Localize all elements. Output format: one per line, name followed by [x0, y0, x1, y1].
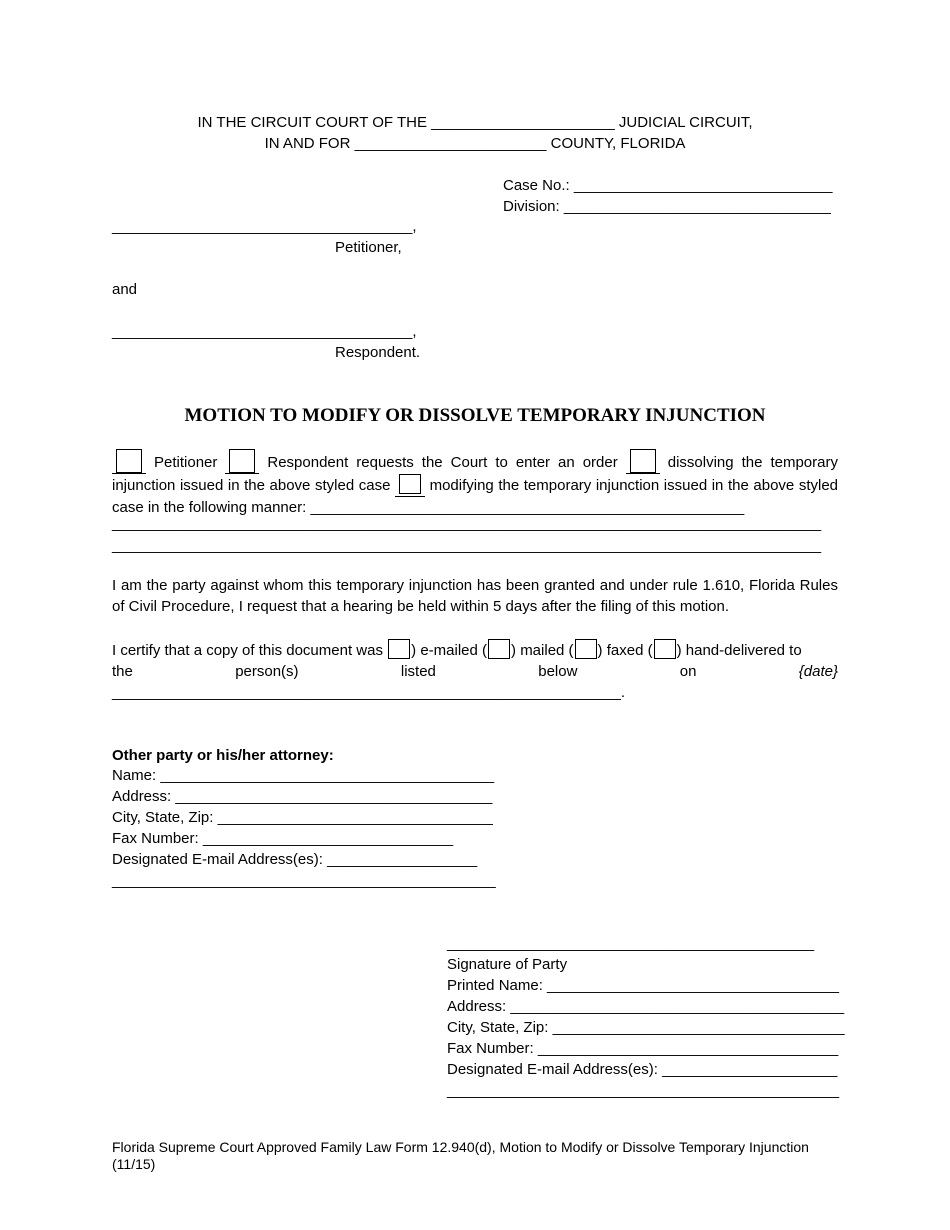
- certify-word-the: the: [112, 663, 133, 680]
- form-footer: Florida Supreme Court Approved Family Law Form 12.940(d), Motion to Modify or Dissolve Temporary Injunction (11/15): [112, 1139, 809, 1172]
- other-party-name-label: Name:: [112, 767, 157, 784]
- signature-field[interactable]: ____________________________________________: [447, 935, 815, 952]
- hand-delivered-checkbox[interactable]: [654, 639, 676, 659]
- hand-delivered-label: hand-delivered to: [685, 642, 802, 659]
- case-number-row: [503, 177, 833, 195]
- page-title: MOTION TO MODIFY OR DISSOLVE TEMPORARY INJUNCTION: [184, 405, 766, 426]
- party-city-row: [447, 1019, 845, 1037]
- other-party-fax-field[interactable]: ______________________________: [202, 830, 454, 847]
- and-label: and: [112, 281, 138, 298]
- emailed-checkbox[interactable]: [388, 639, 410, 659]
- county-prefix-label: IN AND FOR: [264, 135, 351, 152]
- judicial-circuit-field[interactable]: ______________________: [431, 114, 615, 131]
- other-party-fax-label: Fax Number:: [112, 830, 199, 847]
- court-header-line-1: [0, 114, 950, 132]
- respondent-label: Respondent.: [335, 344, 421, 361]
- respondent-checkbox-wrap: [225, 449, 259, 474]
- court-label: IN THE CIRCUIT COURT OF THE: [197, 114, 427, 131]
- judicial-circuit-label: JUDICIAL CIRCUIT,: [618, 114, 753, 131]
- petitioner-checkbox-wrap: [112, 449, 146, 474]
- certify-date-row: [112, 684, 625, 702]
- division-field[interactable]: ________________________________: [563, 198, 831, 215]
- petitioner-label: Petitioner,: [335, 239, 402, 256]
- other-party-name-field[interactable]: ________________________________________: [160, 767, 495, 784]
- mailed-checkbox[interactable]: [488, 639, 510, 659]
- other-party-address-label: Address:: [112, 788, 172, 805]
- modifying-checkbox[interactable]: [399, 474, 421, 494]
- division-label: Division:: [503, 198, 560, 215]
- certify-line-1: I certify that a copy of this document was ) e-mailed ( ) mailed ( ) faxed ( ) hand-delivered to: [112, 639, 838, 661]
- dissolving-checkbox[interactable]: [630, 449, 656, 473]
- certify-period: .: [620, 684, 626, 701]
- modification-extra-line-1[interactable]: _____________________________________________________________________________________: [112, 515, 822, 532]
- party-address-row: [447, 998, 844, 1016]
- court-header-line-2: [0, 135, 950, 153]
- faxed-label: faxed: [606, 642, 644, 659]
- modifying-option-label: modifying the temporary injunction issued in the above styled case in the following manner:: [112, 477, 839, 516]
- other-party-heading: Other party or his/her attorney:: [112, 747, 334, 764]
- printed-name-row: [447, 977, 839, 995]
- certify-intro: I certify that a copy of this document was: [112, 642, 383, 659]
- other-party-name-row: [112, 767, 494, 785]
- party-email-label: Designated E-mail Address(es):: [447, 1061, 658, 1078]
- other-party-city-field[interactable]: _________________________________: [217, 809, 493, 826]
- case-number-field[interactable]: _______________________________: [573, 177, 833, 194]
- respondent-field[interactable]: ____________________________________,: [112, 323, 417, 340]
- party-fax-row: [447, 1040, 838, 1058]
- certify-word-below: below: [538, 663, 578, 680]
- party-email-row: [447, 1061, 837, 1079]
- petitioner-checkbox[interactable]: [116, 449, 142, 473]
- service-date-field[interactable]: _____________________________________________________________: [112, 684, 621, 701]
- certify-word-on: on: [679, 663, 697, 680]
- petitioner-option-label: Petitioner: [154, 454, 218, 471]
- certify-line-2: [112, 663, 838, 681]
- other-party-extra-field[interactable]: ______________________________________________: [112, 872, 496, 889]
- county-suffix-label: COUNTY, FLORIDA: [550, 135, 686, 152]
- dissolving-option-label: dissolving the temporary injunction issued in the above styled case: [112, 454, 838, 494]
- signature-label: Signature of Party: [447, 956, 568, 973]
- other-party-address-row: [112, 788, 492, 806]
- party-address-field[interactable]: ________________________________________: [510, 998, 845, 1015]
- modification-manner-field[interactable]: ____________________________________________________: [310, 499, 745, 516]
- case-number-label: Case No.:: [503, 177, 570, 194]
- emailed-label: e-mailed: [420, 642, 478, 659]
- party-email-field[interactable]: _____________________: [662, 1061, 838, 1078]
- dissolving-checkbox-wrap: [626, 449, 660, 474]
- party-city-field[interactable]: ___________________________________: [552, 1019, 845, 1036]
- printed-name-field[interactable]: ___________________________________: [547, 977, 840, 994]
- party-fax-label: Fax Number:: [447, 1040, 534, 1057]
- request-paragraph: [112, 449, 838, 518]
- party-city-label: City, State, Zip:: [447, 1019, 549, 1036]
- party-fax-field[interactable]: ____________________________________: [537, 1040, 839, 1057]
- respondent-option-label: Respondent requests the Court to enter an order: [267, 454, 618, 471]
- respondent-checkbox[interactable]: [229, 449, 255, 473]
- certify-word-listed: listed: [400, 663, 436, 680]
- printed-name-label: Printed Name:: [447, 977, 543, 994]
- hearing-request-paragraph: I am the party against whom this temporary injunction has been granted and under rule 1.610, Florida Rules of Civil Procedure, I request that a hearing be held within 5 days after the filing of this motion.: [112, 577, 838, 615]
- other-party-fax-row: [112, 830, 453, 848]
- petitioner-field[interactable]: ____________________________________,: [112, 218, 417, 235]
- other-party-city-row: [112, 809, 493, 827]
- other-party-email-row: [112, 851, 477, 869]
- certify-word-persons: person(s): [235, 663, 299, 680]
- modifying-checkbox-wrap: [395, 474, 425, 497]
- other-party-email-label: Designated E-mail Address(es):: [112, 851, 323, 868]
- party-address-label: Address:: [447, 998, 507, 1015]
- division-row: [503, 198, 831, 216]
- faxed-checkbox[interactable]: [575, 639, 597, 659]
- other-party-email-field[interactable]: __________________: [327, 851, 478, 868]
- party-extra-field[interactable]: _______________________________________________: [447, 1082, 840, 1099]
- modification-extra-line-2[interactable]: _____________________________________________________________________________________: [112, 537, 822, 554]
- other-party-address-field[interactable]: ______________________________________: [175, 788, 493, 805]
- county-field[interactable]: _______________________: [354, 135, 547, 152]
- mailed-label: mailed: [520, 642, 565, 659]
- other-party-city-label: City, State, Zip:: [112, 809, 214, 826]
- date-placeholder: {date}: [798, 663, 838, 680]
